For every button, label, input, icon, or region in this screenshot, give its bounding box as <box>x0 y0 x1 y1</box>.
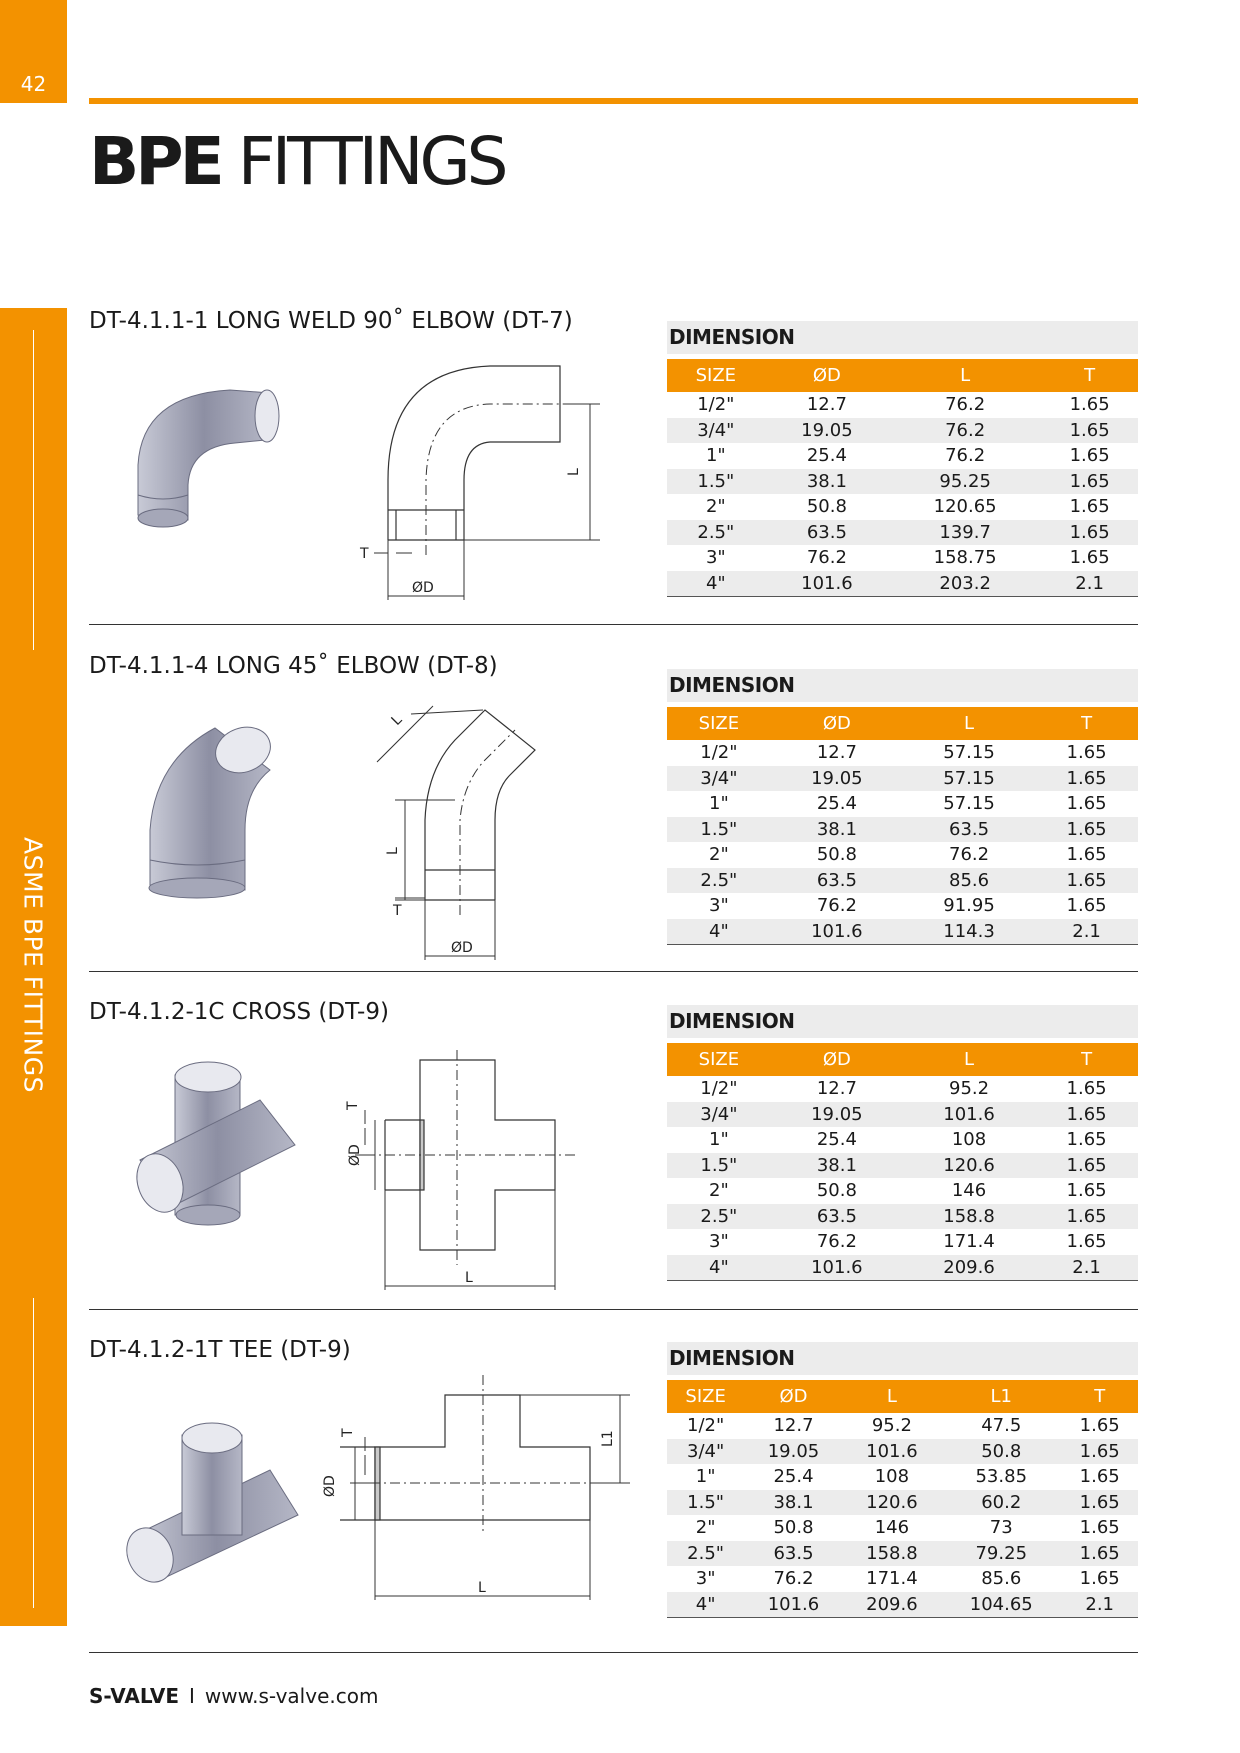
table-row <box>667 1153 1138 1179</box>
footer-divider <box>89 1652 1138 1653</box>
table-cell: 19.05 <box>771 766 903 792</box>
table-cell: 120.6 <box>903 1153 1035 1179</box>
cross-od-label: ØD <box>347 1144 363 1166</box>
table-cell: 38.1 <box>771 1153 903 1179</box>
table-cell: 108 <box>951 1129 987 1151</box>
table-cell: 4" <box>667 571 765 597</box>
table-row <box>667 1102 1138 1128</box>
table-cell: 139.7 <box>889 520 1041 546</box>
elbow-45-l2-label: L <box>388 711 406 729</box>
table-cell: 76.2 <box>945 394 986 416</box>
table-cell: 1" <box>709 793 729 815</box>
table-cell: 63.5 <box>744 1541 842 1567</box>
table-cell: 108 <box>874 1466 910 1488</box>
table-row <box>667 1592 1138 1618</box>
table-cell: 19.05 <box>765 418 889 444</box>
table-header-cell: T <box>1035 1043 1138 1076</box>
table-cell: 1.65 <box>1041 418 1138 444</box>
table-cell: 50.8 <box>773 1517 814 1539</box>
page-title <box>89 122 505 202</box>
table-cell: 63.5 <box>765 520 889 546</box>
table-cell: 1.65 <box>1066 1078 1107 1100</box>
table-cell: 203.2 <box>889 571 1041 597</box>
tee-t-label: T <box>340 1428 356 1437</box>
dimension-table-cross <box>667 1043 1138 1281</box>
table-cell: 19.05 <box>744 1439 842 1465</box>
dimension-header-cross <box>667 1005 1138 1038</box>
table-cell: 158.8 <box>843 1541 941 1567</box>
table-cell: 3/4" <box>667 1439 744 1465</box>
table-row <box>667 1076 1138 1102</box>
table-cell: 76.2 <box>816 1231 857 1253</box>
cross-photo <box>130 1055 305 1230</box>
table-cell: 2.1 <box>1035 919 1138 945</box>
table-cell: 38.1 <box>771 817 903 843</box>
table-cell: 50.8 <box>816 844 857 866</box>
table-cell: 47.5 <box>981 1415 1022 1437</box>
title-rule <box>89 98 1138 104</box>
cross-drawing <box>345 1050 605 1290</box>
table-row <box>667 817 1138 843</box>
table-header-cell: SIZE <box>667 1380 744 1413</box>
dimension-label: DIMENSION <box>669 1346 795 1370</box>
table-cell: 1.65 <box>1069 394 1110 416</box>
table-cell: 85.6 <box>981 1568 1022 1590</box>
table-row <box>667 1566 1138 1592</box>
dimension-header-45-elbow <box>667 669 1138 702</box>
table-cell: 76.2 <box>806 547 847 569</box>
table-cell: 63.5 <box>771 1204 903 1230</box>
table-cell: 1/2" <box>700 1078 738 1100</box>
table-cell: 4" <box>667 919 771 945</box>
table-cell: 2" <box>709 844 729 866</box>
table-row <box>667 1490 1138 1516</box>
table-header-cell: ØD <box>771 707 903 740</box>
cross-l-label: L <box>465 1270 473 1286</box>
table-cell: 1.65 <box>1035 817 1138 843</box>
table-header-cell: L <box>889 359 1041 392</box>
tee-l1-label: L1 <box>600 1430 616 1447</box>
footer-brand: S-VALVE <box>89 1684 179 1708</box>
table-cell: 63.5 <box>771 868 903 894</box>
table-cell: 2.5" <box>667 1541 744 1567</box>
table-cell: 1.65 <box>1035 1153 1138 1179</box>
table-cell: 1/2" <box>700 742 738 764</box>
table-cell: 4" <box>667 1255 771 1281</box>
table-row <box>667 766 1138 792</box>
table-cell: 1.65 <box>1066 1180 1107 1202</box>
table-cell: 1.5" <box>667 817 771 843</box>
table-header-cell: T <box>1061 1380 1138 1413</box>
dimension-table-90-elbow <box>667 359 1138 597</box>
table-cell: 38.1 <box>765 469 889 495</box>
table-header-cell: L1 <box>941 1380 1061 1413</box>
dimension-label: DIMENSION <box>669 673 795 697</box>
table-cell: 1.65 <box>1061 1541 1138 1567</box>
table-cell: 1.65 <box>1079 1568 1120 1590</box>
tee-drawing <box>320 1375 640 1615</box>
table-cell: 57.15 <box>943 742 995 764</box>
table-cell: 95.2 <box>871 1415 912 1437</box>
table-cell: 2.5" <box>667 520 765 546</box>
table-header-cell: T <box>1035 707 1138 740</box>
table-cell: 25.4 <box>806 445 847 467</box>
table-cell: 79.25 <box>941 1541 1061 1567</box>
table-header-cell: SIZE <box>667 359 765 392</box>
table-cell: 76.2 <box>889 418 1041 444</box>
table-header-cell: L <box>903 1043 1035 1076</box>
table-cell: 3" <box>709 1231 729 1253</box>
table-cell: 3/4" <box>667 766 771 792</box>
table-cell: 101.6 <box>843 1439 941 1465</box>
table-cell: 1.65 <box>1035 868 1138 894</box>
table-header-cell: ØD <box>744 1380 842 1413</box>
table-cell: 101.6 <box>765 571 889 597</box>
table-cell: 120.65 <box>933 496 997 518</box>
table-cell: 76.2 <box>945 445 986 467</box>
table-cell: 101.6 <box>744 1592 842 1618</box>
page-title-light: FITTINGS <box>220 123 505 200</box>
table-cell: 1.65 <box>1041 520 1138 546</box>
table-row <box>667 1255 1138 1281</box>
elbow-45-l-label: L <box>385 847 401 855</box>
table-cell: 57.15 <box>903 766 1035 792</box>
table-cell: 1.65 <box>1035 1204 1138 1230</box>
table-cell: 3" <box>695 1568 716 1590</box>
table-row <box>667 791 1138 817</box>
table-cell: 3/4" <box>667 418 765 444</box>
table-cell: 158.75 <box>933 547 997 569</box>
table-row <box>667 893 1138 919</box>
table-cell: 50.8 <box>941 1439 1061 1465</box>
table-header-cell: ØD <box>771 1043 903 1076</box>
table-row <box>667 469 1138 495</box>
table-cell: 209.6 <box>843 1592 941 1618</box>
table-cell: 1.65 <box>1066 793 1107 815</box>
table-cell: 2.5" <box>667 868 771 894</box>
table-cell: 171.4 <box>866 1568 918 1590</box>
table-cell: 2.5" <box>667 1204 771 1230</box>
table-row <box>667 520 1138 546</box>
table-cell: 146 <box>951 1180 987 1202</box>
elbow-45-photo <box>145 720 285 900</box>
table-cell: 4" <box>667 1592 744 1618</box>
table-cell: 1.65 <box>1069 547 1110 569</box>
table-cell: 91.95 <box>943 895 995 917</box>
tee-l-label: L <box>478 1580 486 1596</box>
table-cell: 19.05 <box>771 1102 903 1128</box>
table-cell: 1.65 <box>1069 496 1110 518</box>
page-number: 42 <box>20 72 47 96</box>
table-cell: 2.1 <box>1035 1255 1138 1281</box>
elbow-90-od-label: ØD <box>412 580 434 596</box>
section-divider <box>89 1309 1138 1310</box>
table-row <box>667 545 1138 571</box>
side-divider-bottom <box>33 1298 34 1608</box>
table-cell: 38.1 <box>744 1490 842 1516</box>
table-cell: 95.2 <box>949 1078 990 1100</box>
section-title-cross: DT-4.1.2-1C CROSS (DT-9) <box>89 999 389 1025</box>
table-cell: 53.85 <box>975 1466 1028 1488</box>
table-cell: 1.65 <box>1066 1129 1107 1151</box>
elbow-45-od-label: ØD <box>451 940 473 956</box>
table-cell: 1.65 <box>1035 1102 1138 1128</box>
side-divider-top <box>33 330 34 650</box>
table-cell: 146 <box>874 1517 910 1539</box>
elbow-45-t-label: T <box>393 903 402 919</box>
table-row <box>667 868 1138 894</box>
footer <box>89 1684 378 1708</box>
table-row <box>667 1464 1138 1490</box>
table-row <box>667 1541 1138 1567</box>
table-cell: 95.25 <box>889 469 1041 495</box>
table-cell: 101.6 <box>771 919 903 945</box>
table-cell: 209.6 <box>903 1255 1035 1281</box>
table-row <box>667 392 1138 418</box>
table-cell: 1.65 <box>1061 1439 1138 1465</box>
table-cell: 12.7 <box>806 394 847 416</box>
table-row <box>667 1229 1138 1255</box>
tee-od-label: ØD <box>322 1475 338 1497</box>
table-header-cell: SIZE <box>667 1043 771 1076</box>
table-row <box>667 1439 1138 1465</box>
elbow-90-photo <box>130 385 300 545</box>
table-cell: 63.5 <box>903 817 1035 843</box>
table-cell: 104.65 <box>941 1592 1061 1618</box>
table-row <box>667 740 1138 766</box>
table-cell: 158.8 <box>903 1204 1035 1230</box>
table-cell: 76.2 <box>949 844 990 866</box>
table-cell: 50.8 <box>816 1180 857 1202</box>
table-cell: 1" <box>709 1129 729 1151</box>
dimension-table-tee <box>667 1380 1138 1618</box>
table-cell: 1" <box>705 445 726 467</box>
chapter-label: ASME BPE FITTINGS <box>18 837 48 1093</box>
section-title-tee: DT-4.1.2-1T TEE (DT-9) <box>89 1337 351 1363</box>
footer-separator: I <box>188 1684 195 1708</box>
table-cell: 2" <box>695 1517 716 1539</box>
table-cell: 1.65 <box>1066 1231 1107 1253</box>
table-row <box>667 842 1138 868</box>
dimension-header-tee <box>667 1342 1138 1375</box>
table-cell: 2.1 <box>1041 571 1138 597</box>
table-row <box>667 1515 1138 1541</box>
table-cell: 57.15 <box>943 793 995 815</box>
table-row <box>667 1204 1138 1230</box>
table-cell: 60.2 <box>941 1490 1061 1516</box>
table-cell: 2" <box>705 496 726 518</box>
table-row <box>667 919 1138 945</box>
elbow-90-t-label: T <box>360 546 369 562</box>
section-title-90-elbow: DT-4.1.1-1 LONG WELD 90˚ ELBOW (DT-7) <box>89 308 573 334</box>
table-header-cell: SIZE <box>667 707 771 740</box>
table-cell: 1.65 <box>1079 1466 1120 1488</box>
dimension-label: DIMENSION <box>669 1009 795 1033</box>
table-cell: 3" <box>709 895 729 917</box>
table-row <box>667 1413 1138 1439</box>
table-header-cell: ØD <box>765 359 889 392</box>
table-cell: 12.7 <box>773 1415 814 1437</box>
table-cell: 3/4" <box>667 1102 771 1128</box>
table-row <box>667 494 1138 520</box>
table-row <box>667 1178 1138 1204</box>
section-title-45-elbow: DT-4.1.1-4 LONG 45˚ ELBOW (DT-8) <box>89 653 498 679</box>
table-cell: 1.5" <box>667 1153 771 1179</box>
dimension-label: DIMENSION <box>669 325 795 349</box>
page-title-bold: BPE <box>89 123 221 200</box>
table-cell: 1.65 <box>1079 1415 1120 1437</box>
dimension-table-45-elbow <box>667 707 1138 945</box>
dimension-header-90-elbow <box>667 321 1138 354</box>
footer-url[interactable]: www.s-valve.com <box>204 1684 379 1708</box>
table-cell: 2.1 <box>1061 1592 1138 1618</box>
section-divider <box>89 624 1138 625</box>
table-row <box>667 571 1138 597</box>
table-row <box>667 1127 1138 1153</box>
table-cell: 1" <box>695 1466 716 1488</box>
table-cell: 12.7 <box>816 1078 857 1100</box>
table-cell: 25.4 <box>816 793 857 815</box>
table-cell: 1.65 <box>1035 766 1138 792</box>
table-cell: 1.65 <box>1061 1490 1138 1516</box>
elbow-90-drawing <box>340 360 600 610</box>
section-divider <box>89 971 1138 972</box>
table-cell: 50.8 <box>806 496 847 518</box>
table-cell: 1.65 <box>1041 469 1138 495</box>
table-cell: 101.6 <box>903 1102 1035 1128</box>
elbow-90-l-label: L <box>566 468 582 476</box>
table-header-cell: T <box>1041 359 1138 392</box>
cross-t-label: T <box>345 1101 361 1110</box>
table-cell: 3" <box>705 547 726 569</box>
table-cell: 114.3 <box>903 919 1035 945</box>
table-cell: 1.65 <box>1079 1517 1120 1539</box>
table-cell: 1/2" <box>687 1415 725 1437</box>
table-cell: 1.65 <box>1066 844 1107 866</box>
table-cell: 76.2 <box>816 895 857 917</box>
elbow-45-drawing <box>375 690 575 960</box>
table-cell: 171.4 <box>943 1231 995 1253</box>
table-header-cell: L <box>843 1380 941 1413</box>
table-cell: 1.5" <box>667 469 765 495</box>
tee-photo <box>120 1420 305 1580</box>
table-cell: 25.4 <box>773 1466 814 1488</box>
table-cell: 101.6 <box>771 1255 903 1281</box>
table-row <box>667 418 1138 444</box>
table-row <box>667 443 1138 469</box>
table-cell: 1.65 <box>1066 742 1107 764</box>
table-cell: 1.65 <box>1069 445 1110 467</box>
table-cell: 1.5" <box>667 1490 744 1516</box>
table-header-cell: L <box>903 707 1035 740</box>
table-cell: 120.6 <box>843 1490 941 1516</box>
table-cell: 12.7 <box>816 742 857 764</box>
table-cell: 25.4 <box>816 1129 857 1151</box>
table-cell: 76.2 <box>773 1568 814 1590</box>
table-cell: 85.6 <box>903 868 1035 894</box>
table-cell: 73 <box>989 1517 1013 1539</box>
table-cell: 2" <box>709 1180 729 1202</box>
table-cell: 1/2" <box>697 394 735 416</box>
table-cell: 1.65 <box>1066 895 1107 917</box>
